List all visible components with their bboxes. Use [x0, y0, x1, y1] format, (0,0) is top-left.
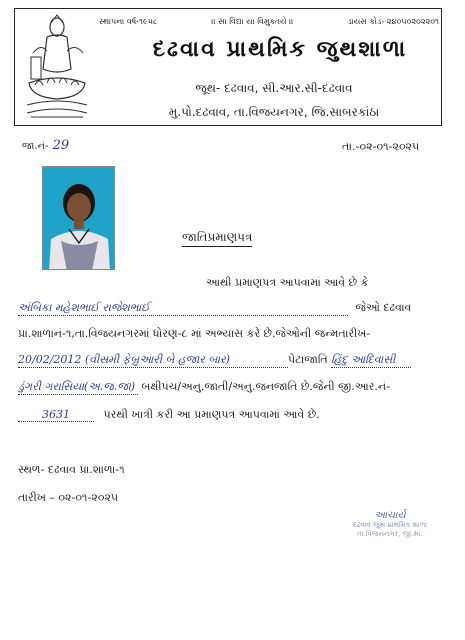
body-line-6-suffix: પરથી ખાત્રી કરી આ પ્રમાણપત્ર આપવામાં આવે છે.: [103, 408, 320, 421]
dise-code: ડાયસ કોડ- ૨૪૦૫૦૨૦૨૨૦૧: [347, 17, 439, 26]
letterhead: [14, 8, 442, 126]
body-line-1: આથી પ્રમાણપત્ર આપવામાં આવે છે કે: [206, 276, 369, 289]
birth-date: 20/02/2012: [18, 353, 82, 366]
goddess-saraswati-logo: [25, 13, 89, 123]
cluster-line: જૂથ- દઢવાવ, સી.આર.સી-દઢવાવ: [195, 81, 353, 95]
principal-stamp: [330, 510, 450, 556]
issue-date: તા.-૦૨-૦૧-૨૦૨૫: [342, 140, 420, 153]
body-line-3: પ્રા.શાળાનં-૧,તા.વિજયનગરમાં ધોરણ-૮ માં અભ્યાસ કરે છે.જેઓની જન્મતારીખ-: [18, 327, 371, 340]
gr-number: 3631: [18, 408, 94, 422]
body-line-5: [18, 380, 390, 395]
footer-place: સ્થળ- દઢવાવ પ્રા.શાળા-૧: [18, 463, 125, 476]
birth-date-words: (વીસમી ફેબ્રુઆરી બે હજાર બાર): [84, 353, 230, 366]
motto: ।। સા વિદ્યા યા વિમુક્તયે ।।: [211, 17, 294, 26]
principal-signature: આચાર્ય: [374, 510, 406, 521]
subcaste-label: પેટાજાતિ: [288, 353, 328, 366]
student-name: અંબિકા મહેશભાઈ રાજેશભાઈ: [18, 301, 348, 316]
body-line-2: [18, 301, 434, 316]
certificate-title: જાતિપ્રમાણપત્ર: [182, 230, 252, 247]
body-line-5-suffix: બક્ષીપંચ/અનુ.જાતી/અનુ.જનજાતિ છે.જેની જી.આર.નં-: [141, 380, 391, 393]
outward-value: 29: [52, 138, 70, 153]
body-line-6: [18, 408, 320, 422]
body-line-4: [18, 353, 411, 368]
stamp-line-1: દઢવાવ જુથ પ્રાથમિક શાળા: [353, 521, 427, 529]
established-year: સ્થાપના વર્ષ-૧૯૫૮: [99, 17, 158, 26]
outward-number: [22, 138, 69, 153]
subcaste: હિંદુ આદિવાસી: [331, 353, 411, 368]
birth-date-field: [18, 353, 288, 368]
footer-date: તારીખ – ૦૨-૦૧-૨૦૨૫: [18, 491, 119, 504]
stamp-line-2: તા.વિજયનગર, જી.સા.: [357, 530, 423, 538]
body-line-2-suffix: જેઓ દઢવાવ: [355, 301, 412, 314]
student-photo: [42, 166, 115, 270]
outward-label: જા.નં-: [22, 141, 49, 152]
address-line: મુ.પો.દઢવાવ, તા.વિજયનગર, જિ.સાબરકાંઠા: [168, 105, 380, 119]
school-name: દઢવાવ પ્રાથમિક જુથશાળા: [152, 37, 408, 62]
caste-handwritten: ડુંગરી ગરાસિયા(અ.જ.જા): [18, 380, 138, 395]
letterhead-top-line: [99, 17, 439, 27]
